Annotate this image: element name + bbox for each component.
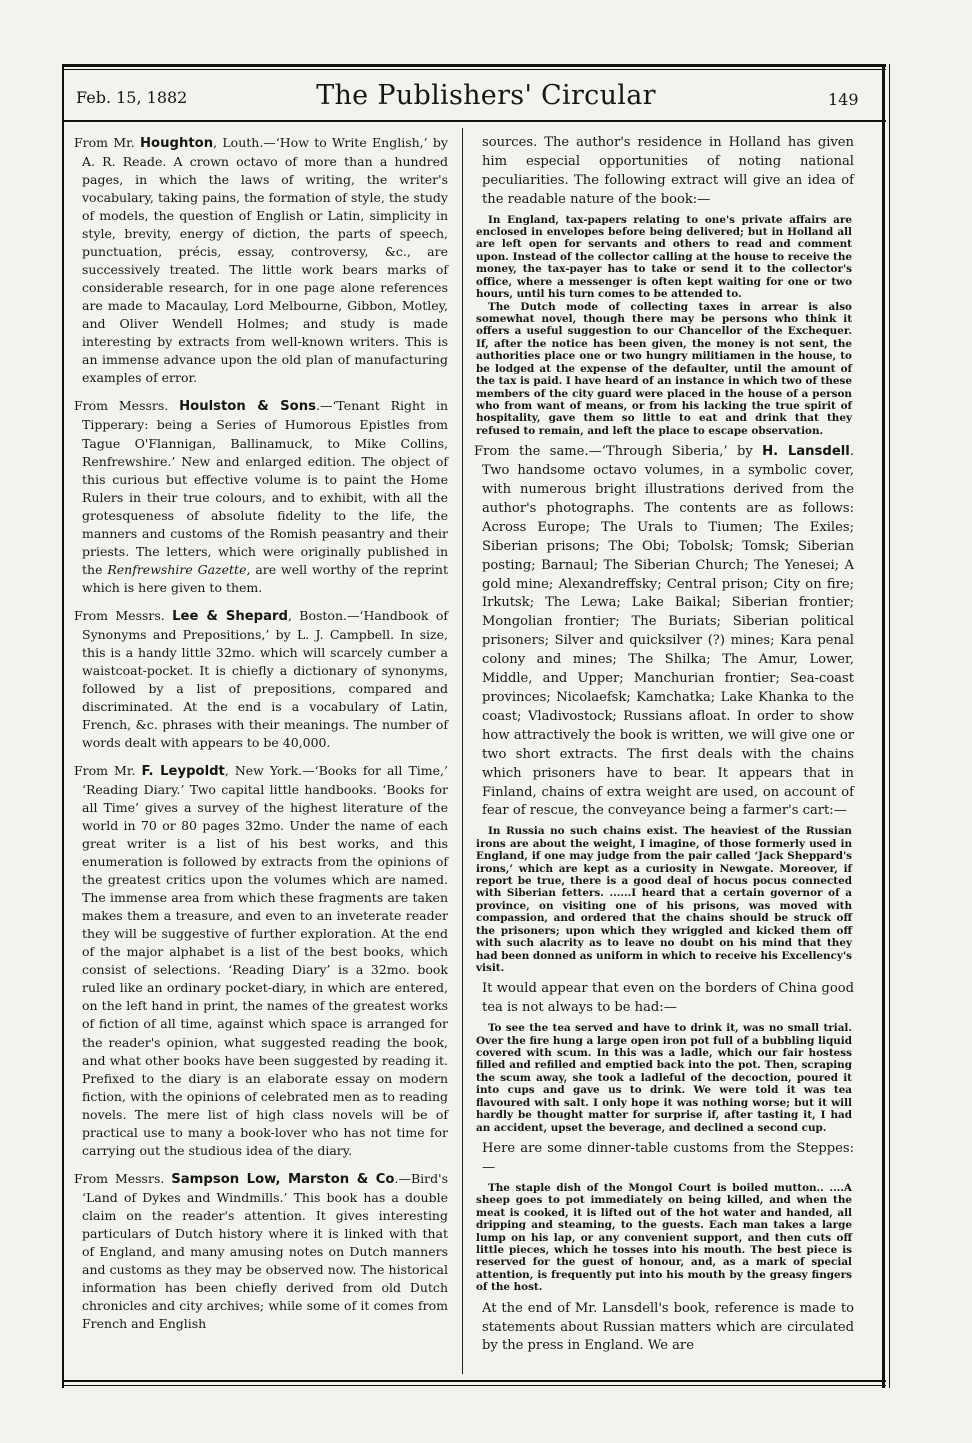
- newspaper-title: Renfrewshire Gazette: [107, 561, 247, 577]
- extract-paragraph: In Russia no such chains exist. The heaviest of the Russian irons are about the weight, I imagine, of those formerly used in England, if one may judge from the pair called ‘Jack Sheppard's irons,’ which are kept as a curiosity in Newgate. Moreover, if report be true, there is a good deal of hocus pocus connected with Siberian fetters. ......I heard that a certain governor of a province, on visiting one of his prisons, was moved with compassion, and ordered that the chains should be struck off the prisoners; upon which they wriggled and kicked them off with such alacrity as to leave no doubt on his mind that they had been donned as uniform in which to receive his Excellency's visit.: [476, 825, 852, 974]
- entry-text-end: . Two handsome octavo volumes, in a symbolic cover, with numerous bright illustrations derived from the author's photographs. The contents are as follows: Across Europe; The Urals to Tiumen; The Exiles; Siberian prisons; The Obi; Tobolsk; Tomsk; Siberian posting; Barnaul; The Siberian Church; The Yenesei; A gold mine; Alexandreffsky; Central prison; City on fire; Irkutsk; The Lewa; Lake Baikal; Siberian frontier; Mongolian frontier; The Buriats; Siberian political prisoners; Silver and quicksilver (?) mines; Kara penal colony and mines; The Shilka; The Amur, Lower, Middle, and Upper; Manchurian frontier; Sea-coast provinces; Nicolaefsk; Kamchatka; Lake Khanka to the coast; Vladivostock; Russians afloat. In order to show how attractively the book is written, we will give one or two short extracts. The first deals with the chains which prisoners have to bear. It appears that in Finland, chains of extra weight are used, on account of fear of rescue, the conveyance being a farmer's cart:—: [482, 444, 855, 819]
- extract-mongol-court: [474, 1182, 854, 1294]
- entry-from: From Mr.: [74, 763, 142, 779]
- bridge-paragraph-steppes: Here are some dinner-table customs from the Steppes:—: [482, 1141, 854, 1175]
- entry-from: From Messrs.: [74, 1170, 172, 1186]
- extract-russian-chains: [474, 825, 854, 974]
- entry-text: ‘Books for all Time,’ ‘Reading Diary.’ Two capital little handbooks. ‘Books for all Time’ gives a survey of the highest literature of the world in 70 or 80 pages 32mo. Under the name of each great writer is a list of his best works, and this enumeration is followed by extracts from the opinions of the greatest critics upon the volumes which are named. The immense area from which these fragments are taken makes them a treasure, and even to an inveterate reader they will be suggestive of further exploration. At the end of the major alphabet is a list of the best books, which consist of selections. ‘Reading Diary’ is a 32mo. book ruled like an ordinary pocket-diary, in which are entered, on the left hand in print, the names of the greatest works of fiction of all time, against which space is arranged for the reader's opinion, what suggested reading the book, and what other books have been suggested by reading it. Prefixed to the diary is an elaborate essay on modern fiction, with the opinions of celebrated men as to reading novels. The mere list of high class novels will be of practical use to many a book-lover who has not time for carrying out the studious idea of the diary.: [82, 763, 448, 1158]
- right-border-thin: [889, 64, 890, 1388]
- entry-text: ‘Through Siberia,’ by: [601, 444, 763, 460]
- entry-text: Bird's ‘Land of Dykes and Windmills.’ This book has a double claim on the reader's attention. It gives interesting particulars of Dutch history where it is linked with that of England, and many amusing notes on Dutch manners and customs as they may be observed now. The historical information has been chiefly derived from old Dutch chronicles and city archives; while some of it comes from French and English: [82, 1170, 448, 1331]
- publisher-place: , Louth.—: [213, 135, 276, 150]
- publisher-place: , New York.—: [224, 763, 315, 779]
- top-rule: [64, 64, 886, 67]
- author-name: H. Lansdell: [762, 444, 850, 460]
- extract-paragraph: In England, tax-papers relating to one's private affairs are enclosed in envelopes before being delivered; but in Holland all are left open for servants and others to read and comment upon. Instead of the collector calling at the house to receive the money, the tax-payer has to take or send it to the collector's office, where a messenger is often kept waiting for one or two hours, until his turn comes to be attended to.: [476, 213, 852, 301]
- publisher-name: Lee & Shepard: [172, 608, 288, 624]
- bottom-rule: [64, 1380, 886, 1382]
- left-border: [62, 64, 64, 1388]
- closing-paragraph: At the end of Mr. Lansdell's book, reference is made to statements about Russian matters which are circulated by the press in England. We are: [482, 1300, 854, 1354]
- publisher-place: .—: [394, 1170, 411, 1186]
- entry-text: ‘How to Write English,’ by A. R. Reade. A crown octavo of more than a hundred pages, in which the laws of writing, the writer's vocabulary, taking pains, the formation of style, the study of models, the question of English or Latin, simplicity in style, brevity, energy of diction, the parts of speech, punctuation, précis, essay, controversy, &c., are successively treated. The little work bears marks of considerable research, for in one page alone references are made to Macaulay, Lord Melbourne, Gibbon, Motley, and Oliver Wendell Holmes; and study is made interesting by extracts from well-known writers. This is an immense advance upon the old plan of manufacturing examples of error.: [82, 135, 448, 386]
- extract-paragraph: The Dutch mode of collecting taxes in arrear is also somewhat novel, though there may be persons who think it offers a useful suggestion to our Chancellor of the Exchequer. If, after the notice has been given, the money is not sent, the authorities place one or two hungry militiamen in the house, to be lodged at the expense of the defaulter, until the amount of the tax is paid. I have heard of an instance in which two of these members of the city guard were placed in the house of a person who from want of means, or from his lacking the true spirit of hospitality, gave them so little to eat and drink that they refused to remain, and left the place to escape observation.: [476, 300, 852, 437]
- top-rule-thin: [64, 69, 886, 70]
- extract-tea: [474, 1022, 854, 1134]
- entry-houlston: [74, 397, 448, 596]
- extract-paragraph: To see the tea served and have to drink it, was no small trial. Over the fire hung a large open iron pot full of a bubbling liquid covered with scum. In this was a ladle, which our fair hostess filled and refilled and emptied back into the pot. Then, scraping the scum away, she took a ladleful of the decoction, poured it into cups and gave us to drink. We were told it was tea flavoured with salt. I only hope it was nothing worse; but it will hardly be thought matter for surprise if, after tasting it, I had an accident, upset the beverage, and declined a second cup.: [476, 1022, 852, 1134]
- publisher-name: F. Leypoldt: [141, 764, 225, 780]
- continuation-paragraph: sources. The author's residence in Holland has given him especial opportunities of noting national peculiarities. The following extract will give an idea of the readable nature of the book:—: [482, 135, 854, 207]
- entry-from: From the same.—: [474, 444, 602, 460]
- publisher-place: , Boston.—: [287, 607, 360, 623]
- bridge-paragraph-tea: It would appear that even on the borders of China good tea is not always to be had:—: [482, 981, 854, 1016]
- publisher-name: Houlston & Sons: [179, 399, 316, 415]
- entry-text-end: , are well worthy of the reprint which is here given to them.: [82, 561, 448, 595]
- entry-from: From Messrs.: [74, 607, 173, 623]
- extract-paragraph: The staple dish of the Mongol Court is boiled mutton.. ....A sheep goes to pot immediately on being killed, and when the meat is cooked, it is lifted out of the hot water and handed, all dripping and steaming, to the guests. Each man takes a large lump on his lap, or any convenient support, and then cuts off little pieces, which he tosses into his mouth. The best piece is reserved for the guest of honour, and, as a mark of special attention, is frequently put into his mouth by the greasy fingers of the host.: [476, 1181, 852, 1294]
- entry-through-siberia: [474, 443, 854, 821]
- right-column: [474, 134, 854, 1358]
- entry-sampson-low: [74, 1170, 448, 1333]
- entry-from: From Mr.: [74, 135, 141, 150]
- left-column: [74, 134, 448, 1343]
- publisher-name: Houghton: [140, 136, 214, 151]
- publisher-name: Sampson Low, Marston & Co: [171, 1171, 395, 1187]
- right-border: [882, 64, 885, 1388]
- bottom-rule-thin: [64, 1385, 886, 1386]
- entry-lee-shepard: [74, 607, 448, 752]
- header-rule: [64, 120, 886, 122]
- column-divider: [462, 128, 463, 1374]
- entry-text: ‘Handbook of Synonyms and Prepositions,’ by L. J. Campbell. In size, this is a handy little 32mo. which will scarcely cumber a waistcoat-pocket. It is chiefly a dictionary of synonyms, followed by a list of prepositions, compared and discriminated. At the end is a vocabulary of Latin, French, &c. phrases with their meanings. The number of words dealt with appears to be 40,000.: [82, 607, 448, 750]
- entry-text: ‘Tenant Right in Tipperary: being a Series of Humorous Epistles from Tague O'Flannigan, Ballinamuck, to Mike Collins, Renfrewshire.’ New and enlarged edition. The object of this curious but effective volume is to paint the Home Rulers in their true colours, and to exhibit, with all the grotesqueness of absolute fidelity to the life, the manners and customs of the Romish peasantry and their priests. The letters, which were originally published in the: [82, 398, 448, 577]
- entry-leypoldt: [74, 762, 448, 1160]
- page-title: The Publishers' Circular: [316, 80, 656, 111]
- entry-from: From Messrs.: [74, 398, 180, 414]
- entry-houghton: [74, 134, 448, 387]
- extract-dutch-taxes: [474, 214, 854, 438]
- page-number: 149: [828, 90, 859, 109]
- publisher-place: .—: [315, 398, 333, 414]
- header-date: Feb. 15, 1882: [76, 88, 188, 107]
